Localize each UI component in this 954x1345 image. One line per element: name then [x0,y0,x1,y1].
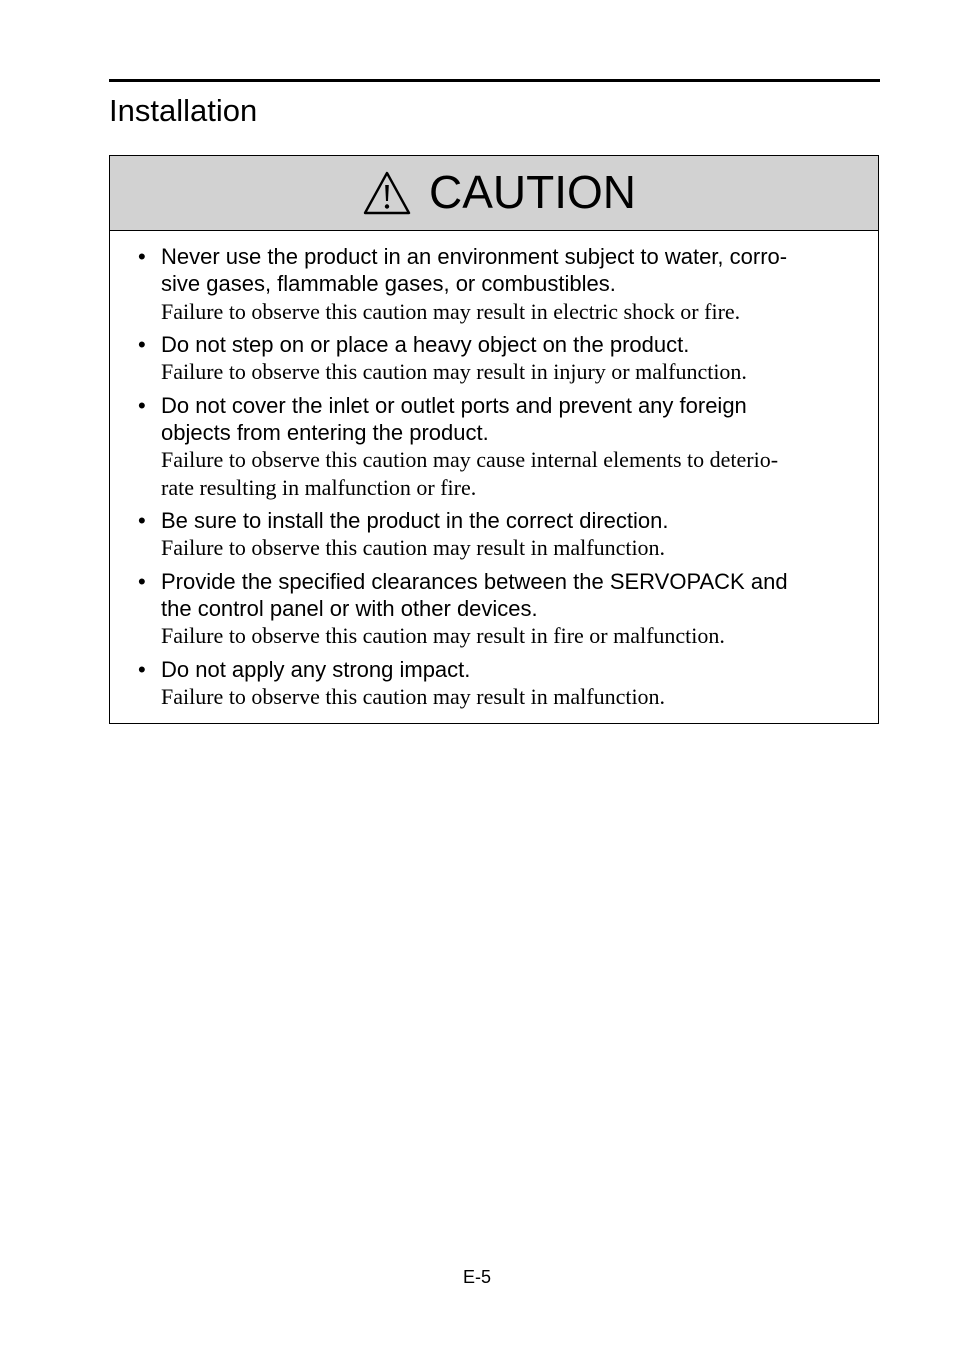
caution-item-text: Provide the specified clearances between the SERVOPACK and the control panel or with other devices. [161,569,788,621]
caution-item-text: Never use the product in an environment subject to water, corro- sive gases, flammable gases, or combustibles. [161,244,788,296]
caution-item-text: Do not step on or place a heavy object on the product. [161,332,690,357]
caution-title: CAUTION [429,166,636,218]
caution-item-note: Failure to observe this caution may result in electric shock or fire. [161,299,741,324]
page-number: E-5 [462,1267,491,1287]
caution-item-note: Failure to observe this caution may result in malfunction. [161,684,666,709]
bullet: • [138,332,146,357]
bullet: • [138,569,146,594]
bullet: • [138,393,146,418]
caution-item-note: Failure to observe this caution may result in fire or malfunction. [161,623,725,648]
warning-triangle-icon [362,170,412,216]
bullet: • [138,244,146,269]
caution-item-text: Do not apply any strong impact. [161,657,471,682]
caution-item-note: Failure to observe this caution may cause internal elements to deterio- rate resulting in malfunction or fire. [161,447,779,500]
bullet: • [138,508,146,533]
section-title: Installation [109,93,258,128]
caution-item-note: Failure to observe this caution may result in injury or malfunction. [161,359,747,384]
bullet: • [138,657,146,682]
top-rule [109,79,880,82]
caution-item-text: Do not cover the inlet or outlet ports and prevent any foreign objects from entering the product. [161,393,747,445]
caution-item-text: Be sure to install the product in the correct direction. [161,508,669,533]
caution-box [109,155,879,724]
caution-header [110,156,878,231]
caution-item-note: Failure to observe this caution may result in malfunction. [161,535,666,560]
